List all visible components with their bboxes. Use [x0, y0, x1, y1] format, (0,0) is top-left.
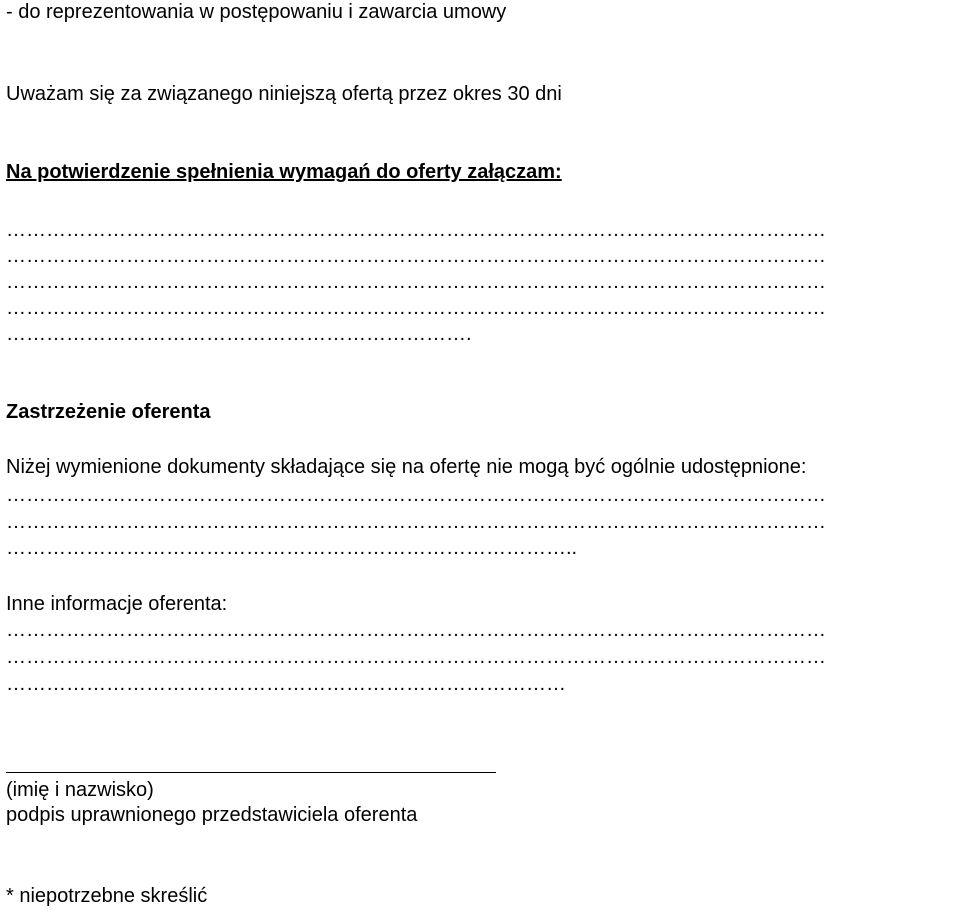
- reservation-heading: Zastrzeżenie oferenta: [6, 401, 211, 423]
- reservation-dotted-line: ……………………………………………………………………………………………………………: [6, 484, 826, 506]
- other-info-label: Inne informacje oferenta:: [6, 593, 228, 615]
- attachments-dotted-line: ……………………………………………………………………………………………………………: [6, 245, 826, 267]
- reservation-dotted-line: ……………………………………………………………………………………………………………: [6, 511, 826, 533]
- signature-role-label: podpis uprawnionego przedstawiciela oferenta: [6, 804, 418, 826]
- representation-line: - do reprezentowania w postępowaniu i zawarcia umowy: [6, 1, 507, 23]
- attachments-heading: Na potwierdzenie spełnienia wymagań do oferty załączam:: [6, 161, 562, 183]
- attachments-dotted-line: ……………………………………………………………………………………………………………: [6, 219, 826, 241]
- signature-line: [6, 772, 496, 773]
- attachments-dotted-line: ……………………………………………………………………………………………………………: [6, 271, 826, 293]
- other-info-dotted-line: ……………………………………………………………………………………………………………: [6, 619, 826, 641]
- attachments-dotted-line: …………………………………………………………….: [6, 323, 472, 345]
- other-info-dotted-line: ……………………………………………………………………………………………………………: [6, 646, 826, 668]
- reservation-text: Niżej wymienione dokumenty składające się na ofertę nie mogą być ogólnie udostępnione:: [6, 456, 807, 478]
- validity-statement: Uważam się za związanego niniejszą ofertą przez okres 30 dni: [6, 83, 562, 105]
- reservation-dotted-line: …………………………………………………………………………..: [6, 537, 578, 559]
- attachments-dotted-line: ……………………………………………………………………………………………………………: [6, 297, 826, 319]
- signature-name-label: (imię i nazwisko): [6, 779, 154, 801]
- other-info-dotted-line: …………………………………………………………………………: [6, 673, 566, 695]
- footnote: * niepotrzebne skreślić: [6, 885, 208, 907]
